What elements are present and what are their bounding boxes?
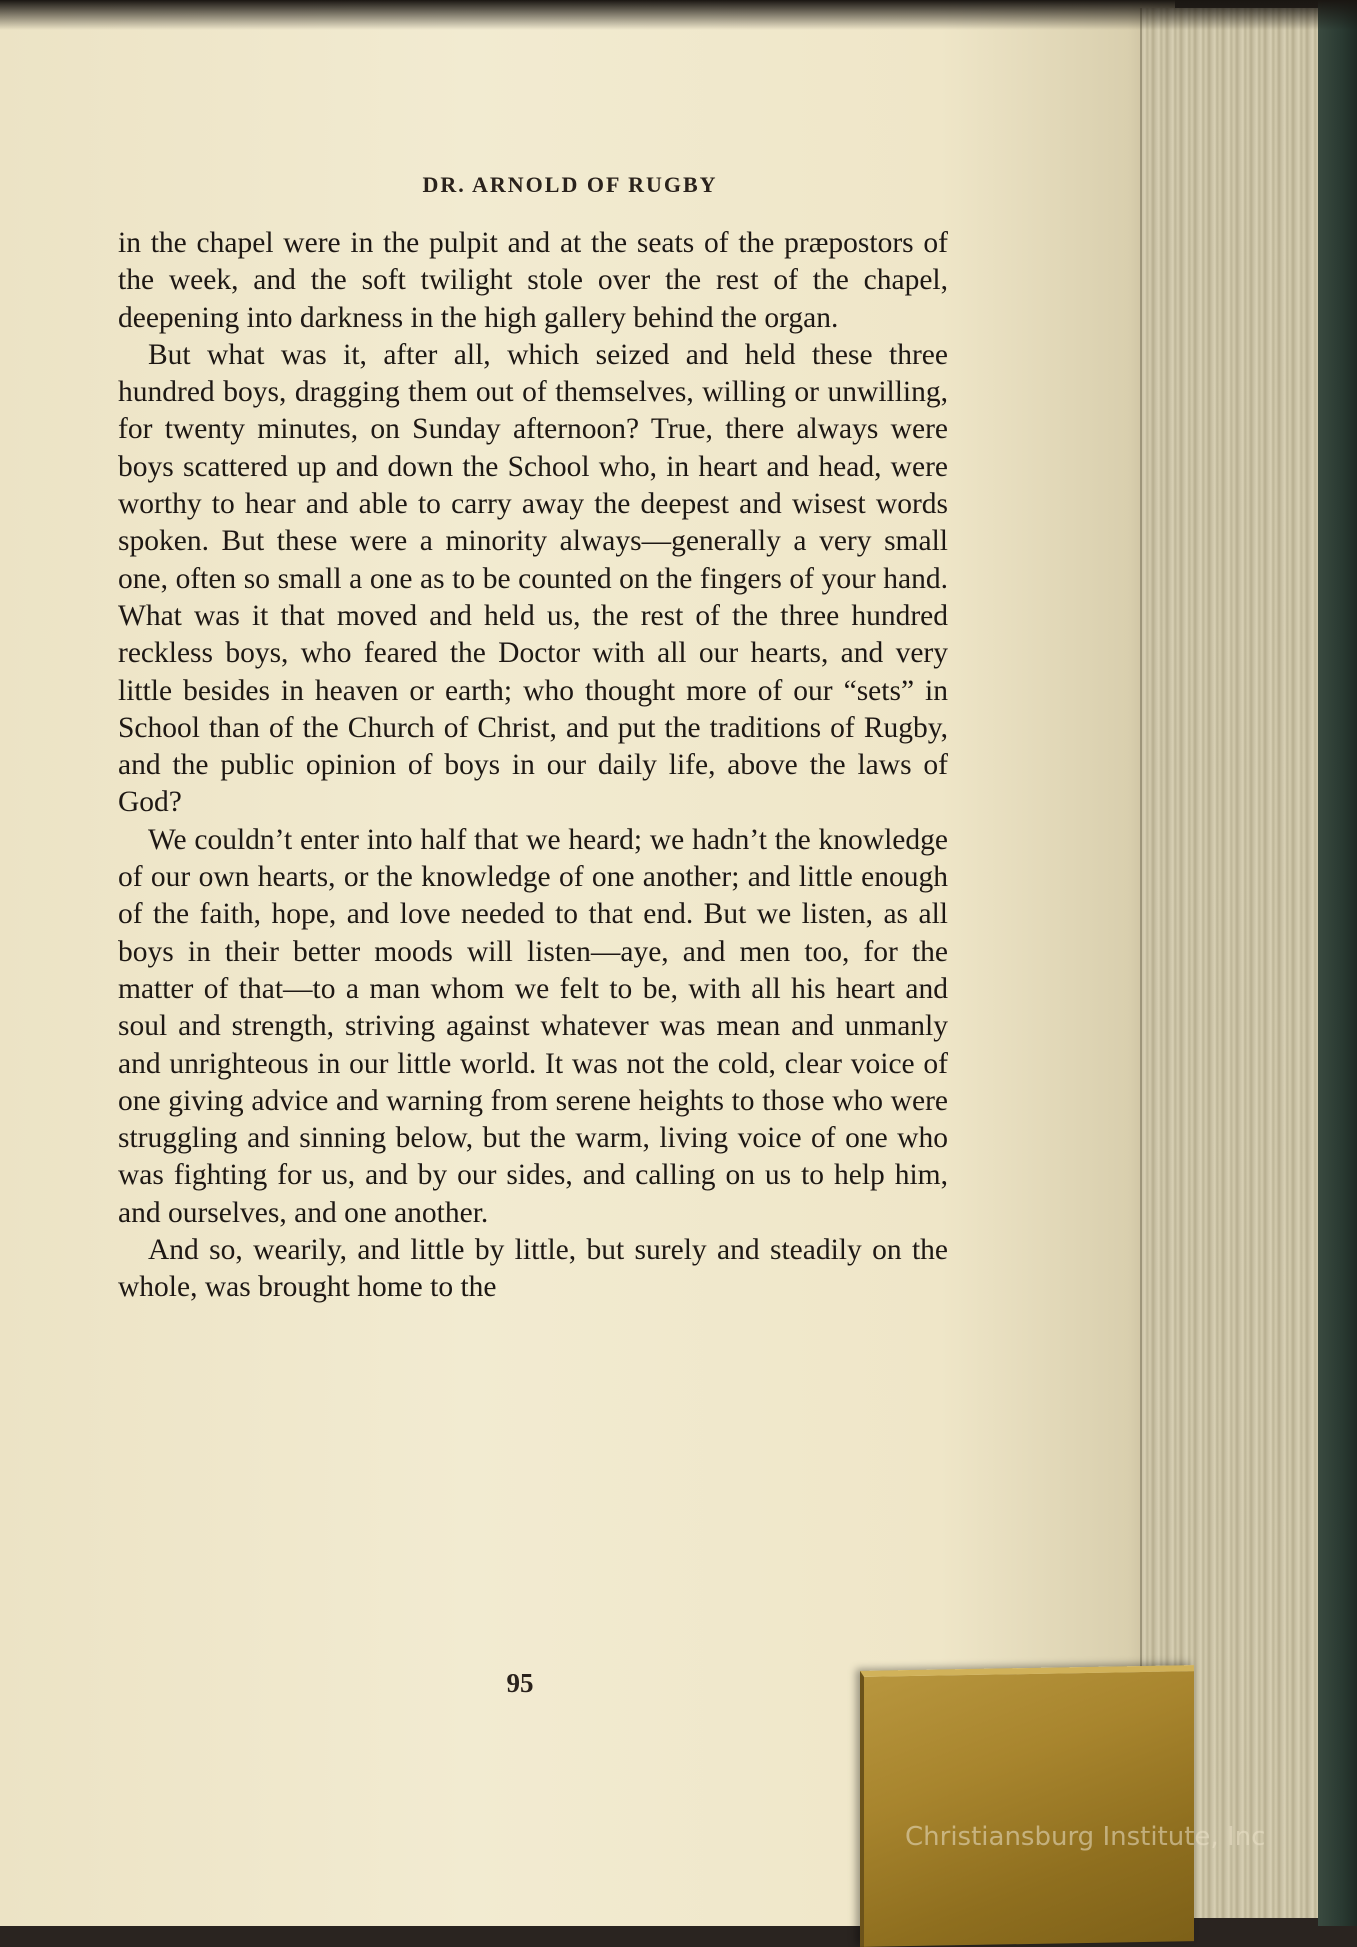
paragraph-4: And so, wearily, and little by little, but surely and steadily on the whole, was brought home to the <box>118 1234 948 1304</box>
watermark: Christiansburg Institute, Inc <box>905 1822 1266 1852</box>
page-number: 95 <box>506 1668 534 1698</box>
page-edges <box>1140 8 1332 1918</box>
bookmark-ribbon <box>860 1665 1194 1947</box>
body-text <box>118 225 948 1307</box>
paragraph-2: But what was it, after all, which seized and held these three hundred boys, dragging them out of themselves, willing or unwilling, for twenty minutes, on Sunday afternoon? True, there always were boys scattered up and down the School who, in heart and head, were worthy to hear and able to carry away the deepest and wisest words spoken. But these were a minority always—generally a very small one, often so small a one as to be counted on the fingers of your hand. What was it that moved and held us, the rest of the three hundred reckless boys, who feared the Doctor with all our hearts, and very little besides in heaven or earth; who thought more of our “sets” in School than of the Church of Christ, and put the traditions of Rugby, and the public opinion of boys in our daily life, above the laws of God? <box>118 338 948 819</box>
paragraph-3: We couldn’t enter into half that we heard; we hadn’t the knowledge of our own hearts, or the knowledge of one another; and little enough of the faith, hope, and love needed to that end. But we listen, as all boys in their better moods will listen—aye, and men too, for the matter of that—to a man whom we felt to be, with all his heart and soul and strength, striving against whatever was mean and unmanly and unrighteous in our little world. It was not the cold, clear voice of one giving advice and warning from serene heights to those who were struggling and sinning below, but the warm, living voice of one who was fighting for us, and by our sides, and calling on us to help him, and ourselves, and one another. <box>118 823 948 1229</box>
running-head: DR. ARNOLD OF RUGBY <box>422 172 718 197</box>
top-shadow <box>0 0 1357 30</box>
paragraph-1: in the chapel were in the pulpit and at the seats of the præpostors of the week, and the soft twilight stole over the rest of the chapel, deepening into darkness in the high gallery behind the organ. <box>118 227 948 334</box>
book-cover-edge <box>1318 0 1357 1926</box>
